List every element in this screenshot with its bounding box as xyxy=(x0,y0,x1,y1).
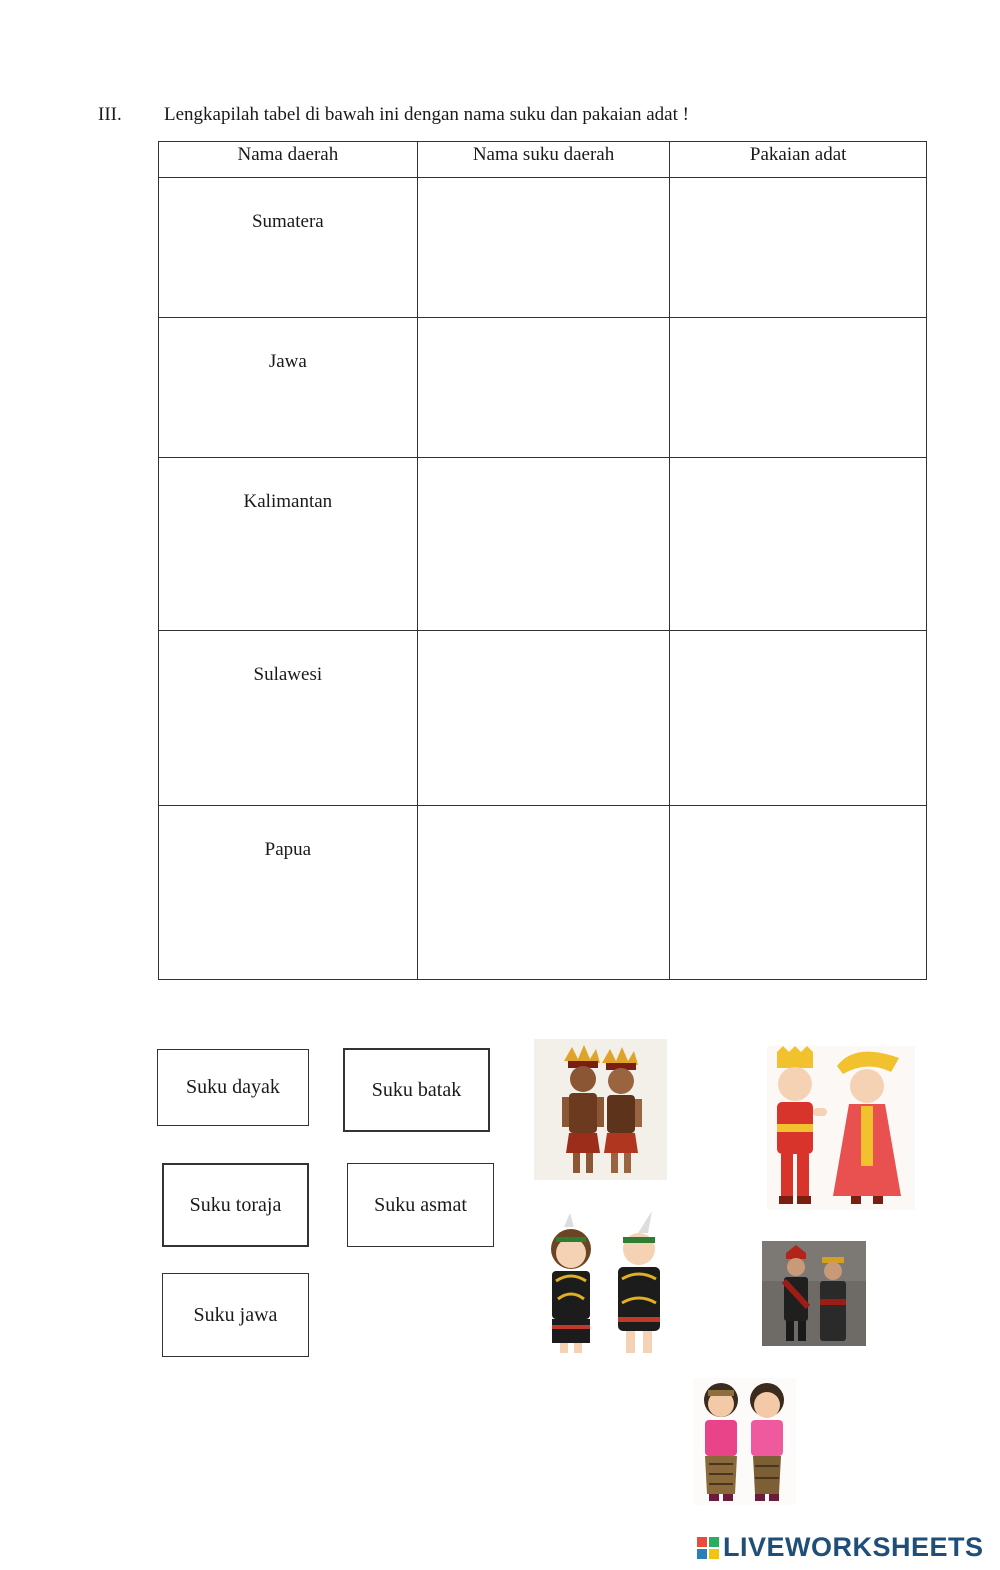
dayak-costume-image[interactable] xyxy=(534,1209,677,1359)
region-cell: Sumatera xyxy=(159,178,418,318)
javanese-costume-image[interactable] xyxy=(693,1378,796,1505)
papua-costume-image[interactable] xyxy=(534,1039,667,1180)
region-cell: Jawa xyxy=(159,318,418,458)
region-cell: Kalimantan xyxy=(159,458,418,631)
suku-drop-cell[interactable] xyxy=(417,631,670,806)
instruction-number: III. xyxy=(98,104,122,125)
table-header-row xyxy=(159,142,927,178)
liveworksheets-logo-icon xyxy=(697,1537,719,1559)
answer-card-suku-jawa[interactable]: Suku jawa xyxy=(162,1273,309,1357)
batak-costume-image[interactable] xyxy=(762,1241,866,1346)
suku-drop-cell[interactable] xyxy=(417,458,670,631)
worksheet-table xyxy=(158,141,927,980)
pakaian-drop-cell[interactable] xyxy=(670,458,927,631)
pakaian-drop-cell[interactable] xyxy=(670,318,927,458)
liveworksheets-brand xyxy=(697,1532,984,1563)
suku-drop-cell[interactable] xyxy=(417,806,670,980)
header-pakaian-adat: Pakaian adat xyxy=(670,142,927,178)
table-row xyxy=(159,458,927,631)
suku-drop-cell[interactable] xyxy=(417,318,670,458)
pakaian-drop-cell[interactable] xyxy=(670,631,927,806)
instruction-text: Lengkapilah tabel di bawah ini dengan nama suku dan pakaian adat ! xyxy=(164,104,689,125)
answer-card-suku-asmat[interactable]: Suku asmat xyxy=(347,1163,494,1247)
header-nama-suku-daerah: Nama suku daerah xyxy=(417,142,670,178)
answer-card-suku-dayak[interactable]: Suku dayak xyxy=(157,1049,309,1126)
answer-card-suku-toraja[interactable]: Suku toraja xyxy=(162,1163,309,1247)
table-row xyxy=(159,806,927,980)
pakaian-drop-cell[interactable] xyxy=(670,806,927,980)
brand-name: LIVEWORKSHEETS xyxy=(723,1532,984,1562)
region-cell: Sulawesi xyxy=(159,631,418,806)
region-cell: Papua xyxy=(159,806,418,980)
pakaian-drop-cell[interactable] xyxy=(670,178,927,318)
answer-card-suku-batak[interactable]: Suku batak xyxy=(343,1048,490,1132)
table-row xyxy=(159,318,927,458)
toraja-costume-image[interactable] xyxy=(767,1046,915,1210)
table-row xyxy=(159,631,927,806)
header-nama-daerah: Nama daerah xyxy=(159,142,418,178)
suku-drop-cell[interactable] xyxy=(417,178,670,318)
table-row xyxy=(159,178,927,318)
